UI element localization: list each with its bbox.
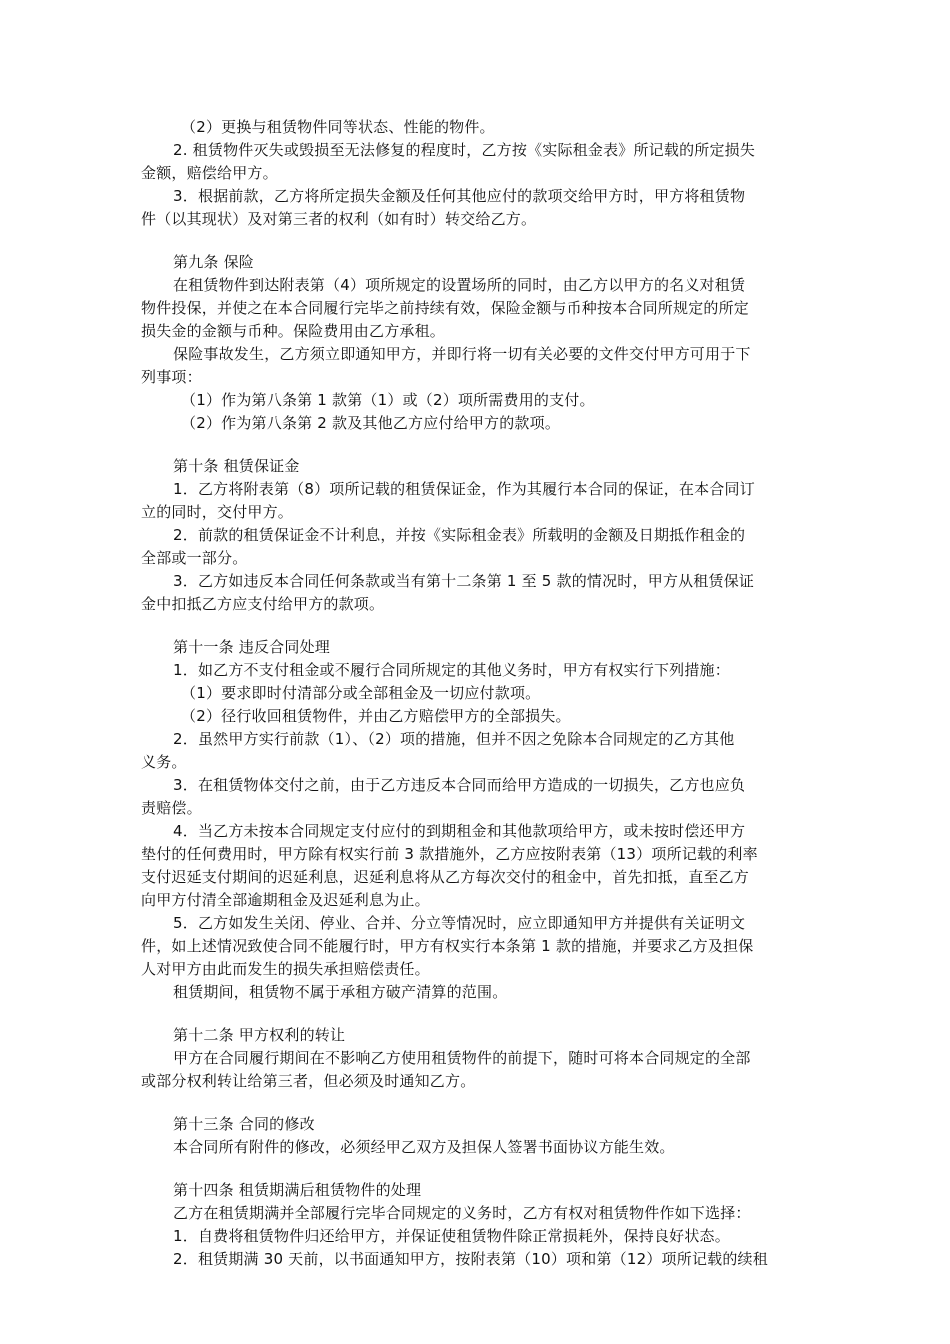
text-line: 2．租赁期满 30 天前，以书面通知甲方，按附表第（10）项和第（12）项所记载的续租 [173, 1250, 768, 1268]
text-line: 金额，赔偿给甲方。 [141, 164, 278, 182]
text-line: （1）作为第八条第 1 款第（1）或（2）项所需费用的支付。 [181, 391, 595, 409]
section-spacer [141, 1093, 813, 1113]
contract-section [141, 1113, 813, 1159]
text-line: 金中扣抵乙方应支付给甲方的款项。 [141, 595, 385, 613]
text-line: 立的同时，交付甲方。 [141, 503, 294, 521]
text-line: 乙方在租赁期满并全部履行完毕合同规定的义务时，乙方有权对租赁物件作如下选择： [173, 1204, 751, 1222]
text-line: 物件投保，并使之在本合同履行完毕之前持续有效，保险金额与币种按本合同所规定的所定 [141, 299, 750, 317]
section-spacer [141, 616, 813, 636]
text-line: 第十四条 租赁期满后租赁物件的处理 [173, 1181, 422, 1199]
text-line: 向甲方付清全部逾期租金及迟延利息为止。 [141, 891, 430, 909]
text-line: 1．乙方将附表第（8）项所记载的租赁保证金，作为其履行本合同的保证，在本合同订 [173, 480, 755, 498]
text-line: 甲方在合同履行期间在不影响乙方使用租赁物件的前提下，随时可将本合同规定的全部 [173, 1049, 751, 1067]
text-line: 2. 租赁物件灭失或毁损至无法修复的程度时，乙方按《实际租金表》所记载的所定损失 [173, 141, 756, 159]
text-line: 件（以其现状）及对第三者的权利（如有时）转交给乙方。 [141, 210, 537, 228]
text-line: 件，如上述情况致使合同不能履行时，甲方有权实行本条第 1 款的措施，并要求乙方及担保 [141, 937, 754, 955]
text-line: 5．乙方如发生关闭、停业、合并、分立等情况时，应立即通知甲方并提供有关证明文 [173, 914, 746, 932]
text-line: 义务。 [141, 753, 187, 771]
contract-section [141, 455, 813, 616]
text-line: 本合同所有附件的修改，必须经甲乙双方及担保人签署书面协议方能生效。 [173, 1138, 675, 1156]
contract-section [141, 636, 813, 1004]
text-line: 在租赁物件到达附表第（4）项所规定的设置场所的同时，由乙方以甲方的名义对租赁 [173, 276, 746, 294]
text-line: 1．如乙方不支付租金或不履行合同所规定的其他义务时，甲方有权实行下列措施： [173, 661, 730, 679]
text-line: 3．根据前款，乙方将所定损失金额及任何其他应付的款项交给甲方时，甲方将租赁物 [173, 187, 746, 205]
contract-section [141, 1179, 813, 1271]
text-line: 垫付的任何费用时，甲方除有权实行前 3 款措施外，乙方应按附表第（13）项所记载的利率 [141, 845, 758, 863]
text-line: 3．乙方如违反本合同任何条款或当有第十二条第 1 至 5 款的情况时，甲方从租赁保证 [173, 572, 755, 590]
text-line: 第九条 保险 [173, 253, 254, 271]
text-line: 1．自费将租赁物件归还给甲方，并保证使租赁物件除正常损耗外，保持良好状态。 [173, 1227, 730, 1245]
text-line: 4．当乙方未按本合同规定支付应付的到期租金和其他款项给甲方，或未按时偿还甲方 [173, 822, 746, 840]
contract-section [141, 116, 813, 231]
section-spacer [141, 231, 813, 251]
text-line: 全部或一部分。 [141, 549, 248, 567]
section-spacer [141, 1159, 813, 1179]
text-line: 人对甲方由此而发生的损失承担赔偿责任。 [141, 960, 430, 978]
text-line: 第十三条 合同的修改 [173, 1115, 315, 1133]
contract-section [141, 1024, 813, 1093]
text-line: （2）作为第八条第 2 款及其他乙方应付给甲方的款项。 [181, 414, 561, 432]
text-line: 3．在租赁物体交付之前，由于乙方违反本合同而给甲方造成的一切损失，乙方也应负 [173, 776, 746, 794]
text-line: 2．虽然甲方实行前款（1）、（2）项的措施，但并不因之免除本合同规定的乙方其他 [173, 730, 735, 748]
text-line: 责赔偿。 [141, 799, 202, 817]
text-line: （2）径行收回租赁物件，并由乙方赔偿甲方的全部损失。 [181, 707, 571, 725]
section-spacer [141, 1004, 813, 1024]
text-line: 或部分权利转让给第三者，但必须及时通知乙方。 [141, 1072, 476, 1090]
text-line: 损失金的金额与币种。保险费用由乙方承租。 [141, 322, 446, 340]
text-line: （1）要求即时付清部分或全部租金及一切应付款项。 [181, 684, 541, 702]
text-line: 保险事故发生，乙方须立即通知甲方，并即行将一切有关必要的文件交付甲方可用于下 [173, 345, 751, 363]
text-line: 第十条 租赁保证金 [173, 457, 300, 475]
text-line: 支付迟延支付期间的迟延利息，迟延利息将从乙方每次交付的租金中，首先扣抵，直至乙方 [141, 868, 750, 886]
text-line: 列事项： [141, 368, 202, 386]
text-line: 第十一条 违反合同处理 [173, 638, 330, 656]
section-spacer [141, 435, 813, 455]
contract-section [141, 251, 813, 435]
text-line: 第十二条 甲方权利的转让 [173, 1026, 346, 1044]
text-line: （2）更换与租赁物件同等状态、性能的物件。 [181, 118, 495, 136]
contract-body [141, 116, 813, 1271]
text-line: 2．前款的租赁保证金不计利息，并按《实际租金表》所载明的金额及日期抵作租金的 [173, 526, 746, 544]
text-line: 租赁期间，租赁物不属于承租方破产清算的范围。 [173, 983, 508, 1001]
